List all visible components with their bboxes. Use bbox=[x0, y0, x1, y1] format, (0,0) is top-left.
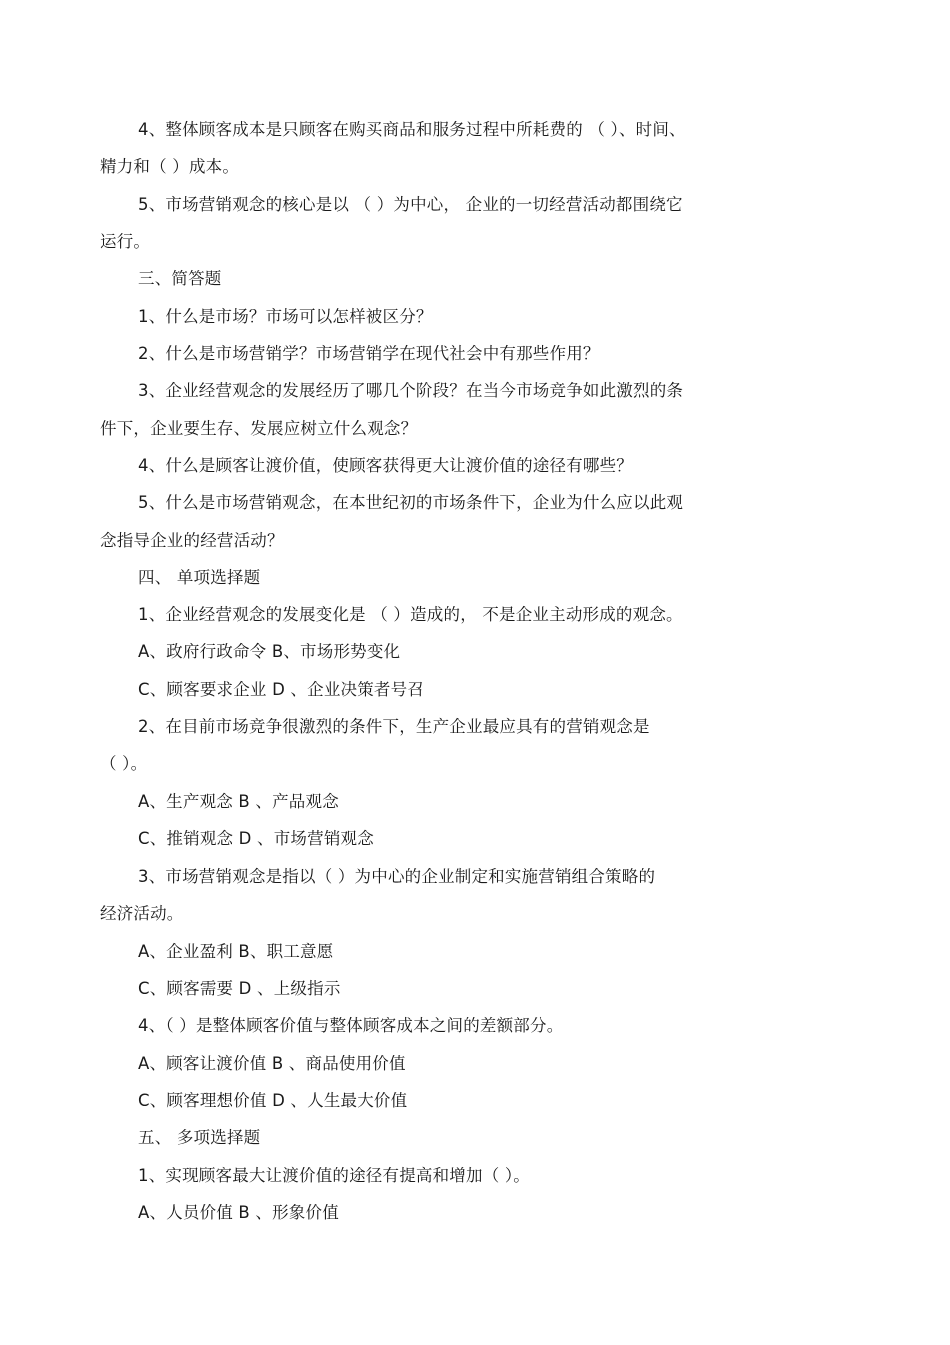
text-line: 运行。 bbox=[100, 232, 151, 251]
option-line: C、顾客理想价值 D 、人生最大价值 bbox=[138, 1091, 408, 1110]
text-line: 4、整体顾客成本是只顾客在购买商品和服务过程中所耗费的 （ ）、时间、 bbox=[138, 120, 686, 139]
text-line: 4、（ ）是整体顾客价值与整体顾客成本之间的差额部分。 bbox=[138, 1016, 564, 1035]
text-line: 2、什么是市场营销学？市场营销学在现代社会中有那些作用？ bbox=[138, 344, 600, 363]
text-line: 件下，企业要生存、发展应树立什么观念？ bbox=[100, 419, 418, 438]
option-line: A、顾客让渡价值 B 、商品使用价值 bbox=[138, 1054, 406, 1073]
text-line: 4、什么是顾客让渡价值，使顾客获得更大让渡价值的途径有哪些？ bbox=[138, 456, 633, 475]
option-line: A、人员价值 B 、形象价值 bbox=[138, 1203, 339, 1222]
section-heading: 四、 单项选择题 bbox=[138, 568, 261, 587]
section-heading: 三、简答题 bbox=[138, 269, 222, 288]
text-line: 5、市场营销观念的核心是以 （ ）为中心， 企业的一切经营活动都围绕它 bbox=[138, 195, 683, 214]
section-heading: 五、 多项选择题 bbox=[138, 1128, 261, 1147]
text-line: （ ）。 bbox=[100, 754, 148, 773]
option-line: A、政府行政命令 B、市场形势变化 bbox=[138, 642, 401, 661]
text-line: 经济活动。 bbox=[100, 904, 184, 923]
text-line: 5、什么是市场营销观念，在本世纪初的市场条件下，企业为什么应以此观 bbox=[138, 493, 684, 512]
text-line: 2、在目前市场竞争很激烈的条件下，生产企业最应具有的营销观念是 bbox=[138, 717, 650, 736]
option-line: C、顾客需要 D 、上级指示 bbox=[138, 979, 341, 998]
option-line: A、企业盈利 B、职工意愿 bbox=[138, 942, 334, 961]
text-line: 1、实现顾客最大让渡价值的途径有提高和增加（ ）。 bbox=[138, 1166, 530, 1185]
text-line: 3、市场营销观念是指以（ ）为中心的企业制定和实施营销组合策略的 bbox=[138, 867, 656, 886]
text-line: 1、企业经营观念的发展变化是 （ ）造成的， 不是企业主动形成的观念。 bbox=[138, 605, 683, 624]
text-line: 3、企业经营观念的发展经历了哪几个阶段？在当今市场竞争如此激烈的条 bbox=[138, 381, 684, 400]
option-line: C、推销观念 D 、市场营销观念 bbox=[138, 829, 374, 848]
option-line: C、顾客要求企业 D 、企业决策者号召 bbox=[138, 680, 425, 699]
text-line: 念指导企业的经营活动？ bbox=[100, 531, 284, 550]
option-line: A、生产观念 B 、产品观念 bbox=[138, 792, 339, 811]
text-line: 1、什么是市场？市场可以怎样被区分？ bbox=[138, 307, 433, 326]
text-line: 精力和（ ）成本。 bbox=[100, 157, 240, 176]
